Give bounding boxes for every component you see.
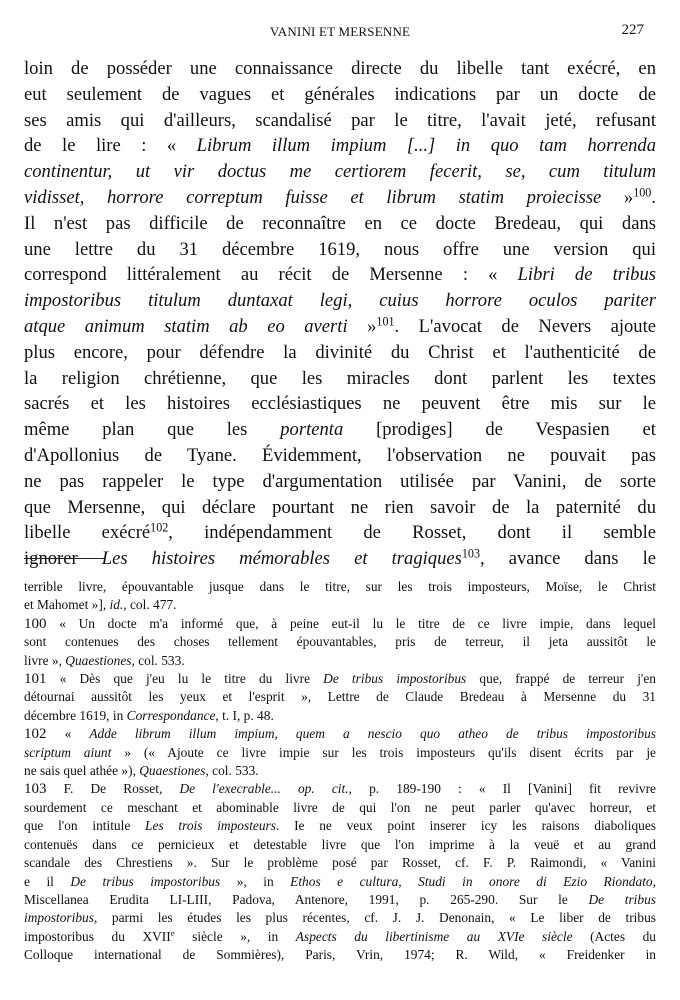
footnote-line: e il De tribus impostoribus », in Ethos e cultura, Studi in onore di Ezio Riondato,	[24, 873, 656, 889]
footnote-separator	[24, 558, 104, 559]
footnote-number: 100	[24, 615, 47, 632]
footnote-line: et Mahomet »], id., col. 477.	[24, 597, 177, 613]
latin-quote: atque animum statim ab eo averti	[24, 315, 348, 337]
text-line: Il n'est pas difficile de reconnaître en ce docte Bredeau, qui dans	[24, 212, 656, 234]
text-line: la religion chrétienne, que les miracles dont parlent les textes	[24, 367, 656, 389]
footnote-100: 100 « Un docte m'a informé que, à peine eut-il lu le titre de ce livre impie, dans lequel	[24, 615, 656, 632]
text-line: plus encore, pour défendre la divinité du Christ et l'authenticité de	[24, 341, 656, 363]
footnote-number: 102	[24, 726, 47, 743]
text-line: correspond littéralement au récit de Mersenne : « Libri de tribus	[24, 264, 656, 286]
text-line	[24, 288, 656, 314]
text-line: ses amis qui d'ailleurs, scandalisé par le titre, l'avait jeté, refusant	[24, 109, 656, 131]
text-line: sacrés et les histoires ecclésiastiques ne peuvent être mis sur le	[24, 393, 656, 415]
footnote-line: décembre 1619, in Correspondance, t. I, p. 48.	[24, 707, 274, 723]
footnote-101: 101 « Dès que j'eu lu le titre du livre De tribus impostoribus que, frappé de terreur j'en	[24, 671, 656, 688]
text-line	[24, 159, 656, 185]
footnote-line: Colloque international de Sommières), Paris, Vrin, 1974; R. Wild, « Freidenker in	[24, 947, 656, 963]
footnote-line: contenuës dans ce pernicieux et detestable livre que l'on imprime à la veuë et au grand	[24, 836, 656, 852]
footnote-ref-103[interactable]: 103	[461, 546, 480, 561]
footnote-line: que l'on intitule Les trois imposteurs. Ie ne veux point inserer icy les raisons diaboliques	[24, 818, 656, 834]
main-text	[24, 56, 656, 572]
page-number: 227	[621, 22, 644, 38]
footnote-line: livre », Quaestiones, col. 533.	[24, 652, 185, 668]
footnote-102: 102 « Adde librum illum impium, quem a nescio quo atheo de tribus impostoribus	[24, 726, 656, 743]
text-line: d'Apollonius de Tyane. Évidemment, l'observation ne pouvait pas	[24, 444, 656, 466]
footnote-line: impostoribus du XVIIe siècle », in Aspects du libertinisme au XVIe siècle (Actes du	[24, 927, 656, 944]
latin-quote: Libri de tribus	[517, 264, 656, 286]
footnote-number: 101	[24, 671, 47, 688]
text-line: eut seulement de vagues et générales indications par un docte de	[24, 83, 656, 105]
footnote-number: 103	[24, 781, 47, 798]
latin-quote: continentur, ut vir doctus me certiorem fecerit, se, cum titulum	[24, 161, 656, 183]
footnote-line: scriptum aiunt » (« Ajoute ce livre impie sur les trois imposteurs qu'ils disent écrits par je	[24, 744, 656, 760]
text-line: même plan que les portenta [prodiges] de Vespasien et	[24, 419, 656, 441]
text-line: que Mersenne, qui déclare pourtant ne rien savoir de la paternité du	[24, 496, 656, 518]
footnote-ref-100[interactable]: 100	[633, 185, 652, 200]
latin-quote: Librum illum impium [...] in quo tam horrenda	[196, 135, 656, 157]
text-line: une lettre du 31 décembre 1619, nous offre une version qui	[24, 238, 656, 260]
text-line: ignorer Les histoires mémorables et tragiques$^{103}$, avance dans le	[24, 546, 657, 570]
footnote-line: Miscellanea Erudita LI-LIII, Padova, Antenore, 1991, p. 265-290. Sur le De tribus	[24, 891, 656, 907]
page-header	[24, 20, 656, 40]
text-line: vidisset, horrore correptum fuisse et librum statim proiecisse »$^{100}$.	[24, 185, 656, 208]
footnote-line: scandale des Chrestiens ». Sur le problème posé par Rosset, cf. F. P. Raimondi, « Vanini	[24, 855, 656, 871]
text-line: atque animum statim ab eo averti »$^{101}$. L'avocat de Nevers ajoute	[24, 314, 657, 337]
footnote-ref-102[interactable]: 102	[150, 520, 169, 535]
footnote-line: sourdement ce meschant et abominable livre de qui l'on ne peut parler qu'avec horreur, et	[24, 799, 656, 815]
text-line: ne pas rappeler le type d'argumentation utilisée par Vanini, de sorte	[24, 470, 656, 492]
running-title: VANINI ET MERSENNE	[269, 24, 411, 39]
footnote-103: 103 F. De Rosset, De l'execrable... op. cit., p. 189-190 : « Il [Vanini] fit revivre	[24, 781, 656, 798]
footnote-line: détournai aussitôt les yeux et l'esprit », Lettre de Claude Bredeau à Mersenne du 31	[24, 689, 656, 705]
footnote-line: ne sais quel athée »), Quaestiones, col. 533.	[24, 763, 259, 779]
footnote-ref-101[interactable]: 101	[376, 314, 395, 329]
footnote-line: terrible livre, épouvantable jusque dans le titre, sur les trois imposteurs, Moïse, le Christ	[24, 579, 656, 594]
footnote-line: sont contenues des choses tellement épouvantables, pris de terreur, il jeta aussitôt le	[24, 634, 656, 650]
latin-quote: impostoribus titulum duntaxat legi, cuius horrore oculos pariter	[24, 290, 656, 312]
footnote-line: impostoribus, parmi les études les plus récentes, cf. J. J. Denonain, « Le liber de tribus	[24, 910, 656, 926]
text-line: de le lire : « Librum illum impium [...] in quo tam horrenda	[24, 135, 656, 157]
latin-quote: vidisset, horrore correptum fuisse et librum statim proiecisse	[24, 186, 602, 208]
text-line: libelle exécré$^{102}$, indépendamment de Rosset, dont il semble	[24, 520, 656, 544]
text-line: loin de posséder une connaissance directe du libelle tant exécré, en	[24, 58, 656, 79]
footnotes	[24, 578, 656, 965]
